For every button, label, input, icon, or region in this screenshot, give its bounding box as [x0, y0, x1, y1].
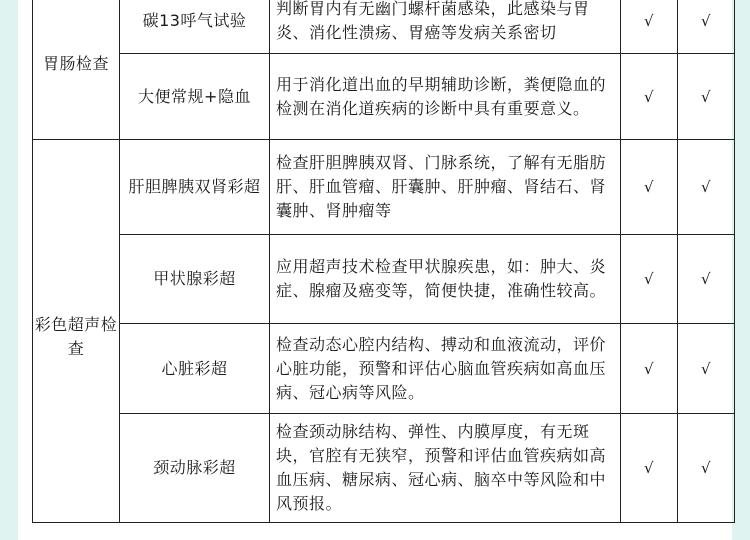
item-name: 甲状腺彩超 — [120, 235, 270, 324]
item-name: 颈动脉彩超 — [120, 414, 270, 523]
table-row — [33, 414, 735, 523]
check-mark: √ — [621, 140, 678, 235]
item-name: 大便常规+隐血 — [120, 54, 270, 140]
check-mark: √ — [678, 140, 735, 235]
check-mark: √ — [678, 324, 735, 414]
table-row — [33, 0, 735, 54]
category-cell — [33, 140, 120, 523]
item-name: 肝胆脾胰双肾彩超 — [120, 140, 270, 235]
item-name: 碳13呼气试验 — [120, 0, 270, 54]
table-row — [33, 54, 735, 140]
check-mark: √ — [678, 235, 735, 324]
check-mark: √ — [678, 414, 735, 523]
item-description: 检查动态心腔内结构、搏动和血液流动，评价心脏功能，预警和评估心脑血管疾病如高血压病、冠心病等风险。 — [270, 324, 621, 414]
check-mark: √ — [621, 54, 678, 140]
check-mark: √ — [621, 0, 678, 54]
item-description: 应用超声技术检查甲状腺疾患，如：肿大、炎症、腺瘤及癌变等，简便快捷，准确性较高。 — [270, 235, 621, 324]
category-cell: 胃肠检查 — [33, 0, 120, 140]
check-mark: √ — [621, 324, 678, 414]
item-name: 心脏彩超 — [120, 324, 270, 414]
table-row — [33, 324, 735, 414]
item-description: 检查肝胆脾胰双肾、门脉系统，了解有无脂肪肝、肝血管瘤、肝囊肿、肝肿瘤、肾结石、肾囊肿、肾肿瘤等 — [270, 140, 621, 235]
check-mark: √ — [678, 0, 735, 54]
table-row — [33, 235, 735, 324]
check-mark: √ — [678, 54, 735, 140]
item-description: 判断胃内有无幽门螺杆菌感染，此感染与胃炎、消化性溃疡、胃癌等发病关系密切 — [270, 0, 621, 54]
table-row — [33, 140, 735, 235]
item-description: 检查颈动脉结构、弹性、内膜厚度，有无斑块，官腔有无狭窄，预警和评估血管疾病如高血压病、糖尿病、冠心病、脑卒中等风险和中风预报。 — [270, 414, 621, 523]
checkup-table — [32, 0, 735, 523]
item-description: 用于消化道出血的早期辅助诊断，粪便隐血的检测在消化道疾病的诊断中具有重要意义。 — [270, 54, 621, 140]
check-mark: √ — [621, 414, 678, 523]
category-label: 彩色超声检查 — [34, 315, 118, 358]
check-mark: √ — [621, 235, 678, 324]
